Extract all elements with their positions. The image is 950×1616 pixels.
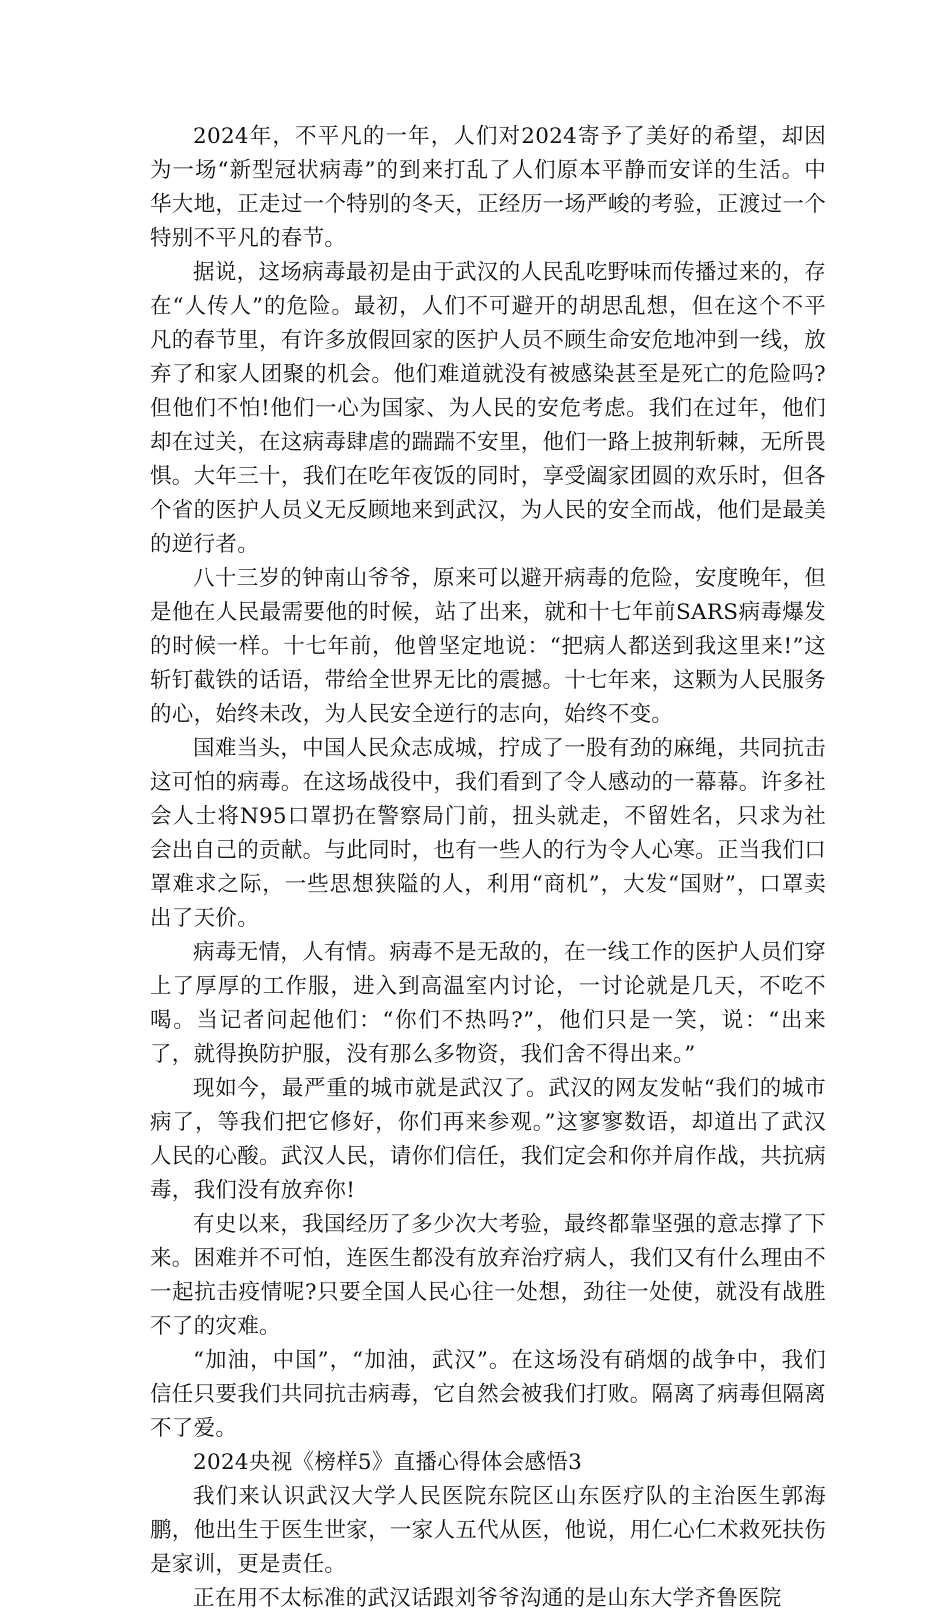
paragraph-medical-staff: 据说，这场病毒最初是由于武汉的人民乱吃野味而传播过来的，存在“人传人”的危险。最初，人们不可避开的胡思乱想，但在这个不平凡的春节里，有许多放假回家的医护人员不顾生命安危地冲到一线，放弃了和家人团聚的机会。他们难道就没有被感染甚至是死亡的危险吗?但他们不怕!他们一心为国家、为人民的安危考虑。我们在过年，他们却在过关，在这病毒肆虐的踹踹不安里，他们一路上披荆斩棘，无所畏惧。大年三十，我们在吃年夜饭的同时，享受阖家团圆的欢乐时，但各个省的医护人员义无反顾地来到武汉，为人民的安全而战，他们是最美的逆行者。 xyxy=(150,260,826,557)
paragraph-national-crisis: 国难当头，中国人民众志成城，拧成了一股有劲的麻绳，共同抗击这可怕的病毒。在这场战役中，我们看到了令人感动的一幕幕。许多社会人士将N95口罩扔在警察局门前，扭头就走，不留姓名，只求为社会出自己的贡献。与此同时，也有一些人的行为令人心寒。正当我们口罩难求之际，一些思想狭隘的人，利用“商机”，大发“国财”，口罩卖出了天价。 xyxy=(150,736,826,931)
paragraph-jiayou: “加油，中国”，“加油，武汉”。在这场没有硝烟的战争中，我们信任只要我们共同抗击病毒，它自然会被我们打败。隔离了病毒但隔离不了爱。 xyxy=(150,1348,826,1441)
document-body xyxy=(150,120,826,1616)
section-subheading: 2024央视《榜样5》直播心得体会感悟3 xyxy=(193,1450,583,1475)
paragraph-wuhan: 现如今，最严重的城市就是武汉了。武汉的网友发帖“我们的城市病了，等我们把它修好，你们再来参观。”这寥寥数语，却道出了武汉人民的心酸。武汉人民，请你们信任，我们定会和你并肩作战，共抗病毒，我们没有放弃你! xyxy=(150,1076,826,1203)
paragraph-new-year: 2024年，不平凡的一年，人们对2024寄予了美好的希望，却因为一场“新型冠状病毒”的到来打乱了人们原本平静而安详的生活。中华大地，正走过一个特别的冬天，正经历一场严峻的考验，正渡过一个特别不平凡的春节。 xyxy=(150,124,826,251)
paragraph-zhong-nanshan: 八十三岁的钟南山爷爷，原来可以避开病毒的危险，安度晚年，但是他在人民最需要他的时候，站了出来，就和十七年前SARS病毒爆发的时候一样。十七年前，他曾坚定地说：“把病人都送到我这里来!”这斩钉截铁的话语，带给全世界无比的震撼。十七年来，这颗为人民服务的心，始终未改，为人民安全逆行的志向，始终不变。 xyxy=(150,566,826,727)
paragraph-history: 有史以来，我国经历了多少次大考验，最终都靠坚强的意志撑了下来。困难并不可怕，连医生都没有放弃治疗病人，我们又有什么理由不一起抗击疫情呢?只要全国人民心往一处想，劲往一处使，就没有战胜不了的灾难。 xyxy=(150,1212,826,1339)
paragraph-guo-haipeng: 我们来认识武汉大学人民医院东院区山东医疗队的主治医生郭海鹏，他出生于医生世家，一家人五代从医，他说，用仁心仁术救死扶伤是家训，更是责任。 xyxy=(150,1484,826,1577)
paragraph-qilu-hospital: 正在用不太标准的武汉话跟刘爷爷沟通的是山东大学齐鲁医院 xyxy=(193,1586,782,1611)
paragraph-virus-ruthless: 病毒无情，人有情。病毒不是无敌的，在一线工作的医护人员们穿上了厚厚的工作服，进入到高温室内讨论，一讨论就是几天，不吃不喝。当记者问起他们：“你们不热吗?”，他们只是一笑，说：“出来了，就得换防护服，没有那么多物资，我们舍不得出来。” xyxy=(150,940,826,1067)
